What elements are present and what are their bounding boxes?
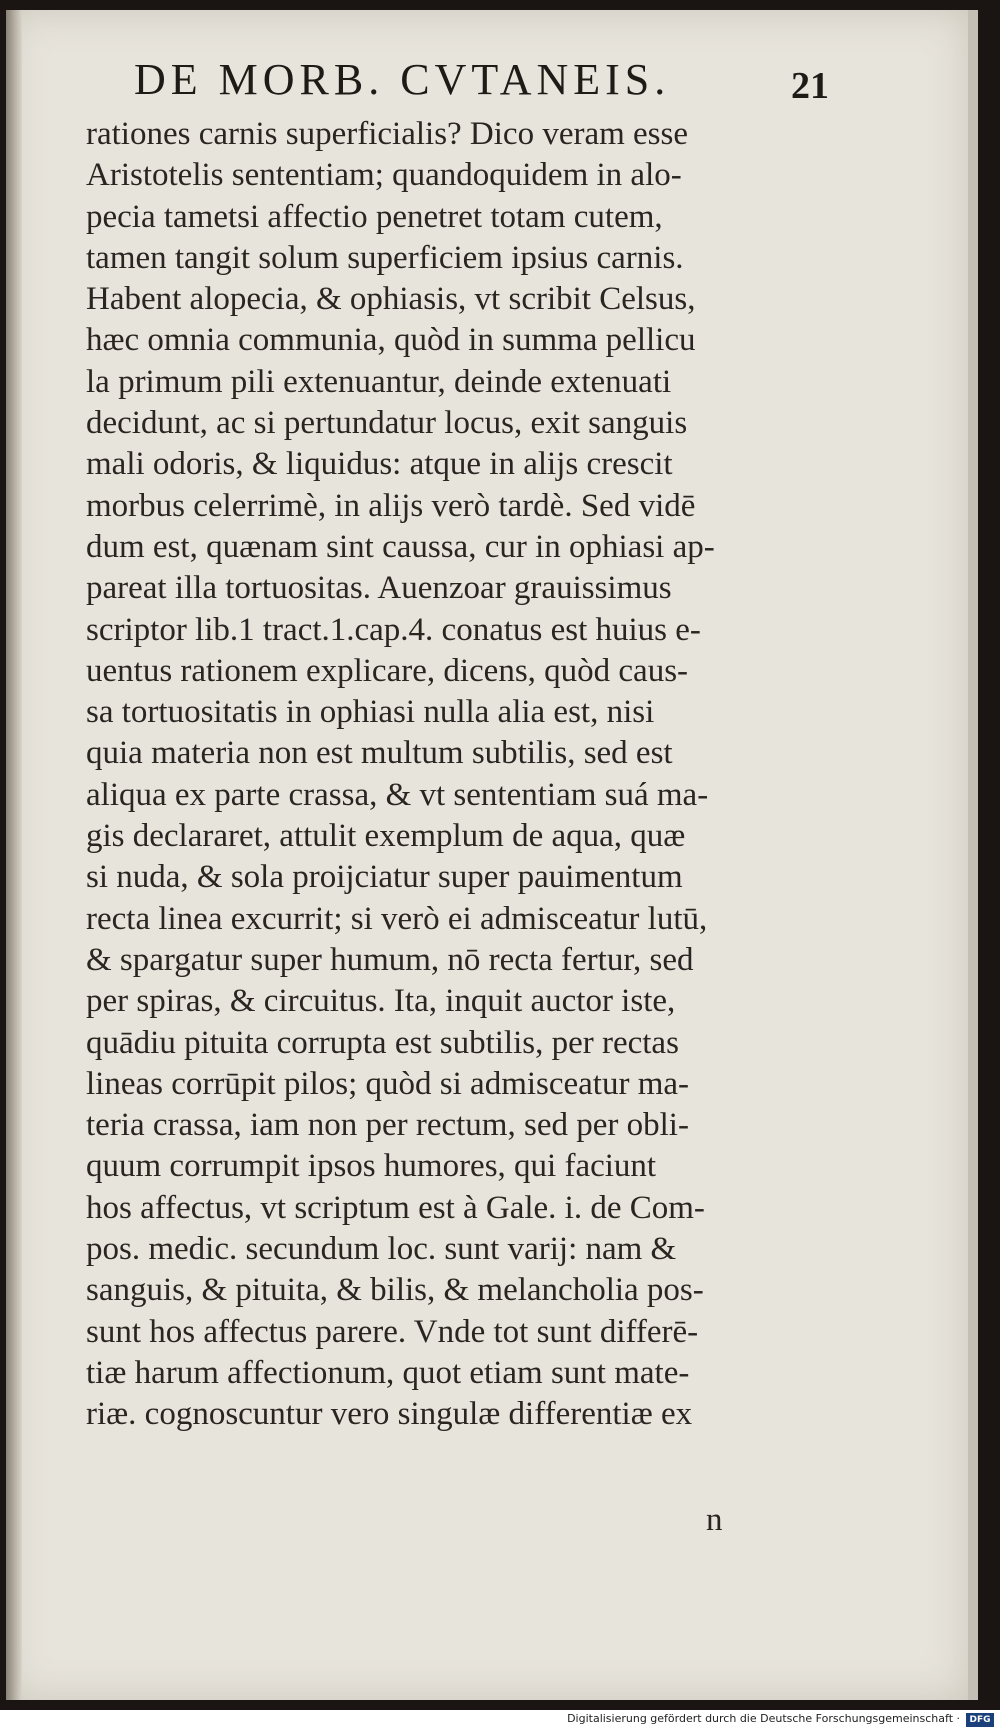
text-line: lineas corrūpit pilos; quòd si admisceatur ma- [86,1065,690,1102]
dfg-logo: DFG [966,1713,994,1727]
text-line: & spargatur super humum, nō recta fertur, sed [86,941,694,978]
text-line: si nuda, & sola proijciatur super pauimentum [86,859,683,896]
text-line: mali odoris, & liquidus: atque in alijs crescit [86,446,673,483]
text-line: gis declararet, attulit exemplum de aqua, quæ [86,818,686,855]
text-line: hos affectus, vt scriptum est à Gale. i. de Com- [86,1189,705,1226]
page-number: 21 [791,65,829,107]
text-line: dum est, quænam sint caussa, cur in ophiasi ap- [86,528,715,565]
book-page [6,10,978,1700]
text-line: tiæ harum affectionum, quot etiam sunt mate- [86,1354,690,1391]
text-line: hæc omnia communia, quòd in summa pellicu [86,322,696,359]
text-line: recta linea excurrit; si verò ei admisceatur lutū, [86,900,708,937]
text-line: pos. medic. secundum loc. sunt varij: nam & [86,1231,677,1268]
text-line: aliqua ex parte crassa, & vt sententiam suá ma- [86,776,709,813]
text-line: tamen tangit solum superficiem ipsius carnis. [86,239,684,276]
text-line: decidunt, ac si pertundatur locus, exit sanguis [86,405,688,442]
text-line: Habent alopecia, & ophiasis, vt scribit Celsus, [86,281,696,318]
text-line: rationes carnis superficialis? Dico veram esse [86,116,689,152]
running-head: DE MORB. CVTANEIS. [134,55,671,104]
text-line: teria crassa, iam non per rectum, sed per obli- [86,1107,689,1144]
text-line: uentus rationem explicare, dicens, quòd caus- [86,652,689,689]
text-line: sa tortuositatis in ophiasi nulla alia est, nisi [86,694,655,731]
text-line: sunt hos affectus parere. Vnde tot sunt differē- [86,1313,699,1350]
body-text [86,114,826,1436]
text-line: quum corrumpit ipsos humores, qui faciunt [86,1148,657,1185]
text-line: Aristotelis sententiam; quandoquidem in alo- [86,157,682,194]
text-line: morbus celerrimè, in alijs verò tardè. Sed vidē [86,487,696,524]
text-line: pareat illa tortuositas. Auenzoar grauissimus [86,570,672,607]
page-gutter [6,10,22,1700]
digitization-footer [0,1710,1000,1730]
text-line: la primum pili extenuantur, deinde extenuati [86,363,672,400]
text-line: per spiras, & circuitus. Ita, inquit auctor iste, [86,983,676,1020]
catchword: n [706,1502,723,1538]
text-line: quia materia non est multum subtilis, sed est [86,735,673,772]
text-line: pecia tametsi affectio penetret totam cutem, [86,198,663,235]
text-line: riæ. cognoscuntur vero singulæ differentiæ ex [86,1396,693,1433]
text-line: quādiu pituita corrupta est subtilis, per rectas [86,1024,679,1061]
text-line: sanguis, & pituita, & bilis, & melancholia pos- [86,1272,704,1309]
text-line: scriptor lib.1 tract.1.cap.4. conatus est huius e- [86,611,701,648]
funding-credit: Digitalisierung gefördert durch die Deutsche Forschungsgemeinschaft · [567,1712,960,1725]
